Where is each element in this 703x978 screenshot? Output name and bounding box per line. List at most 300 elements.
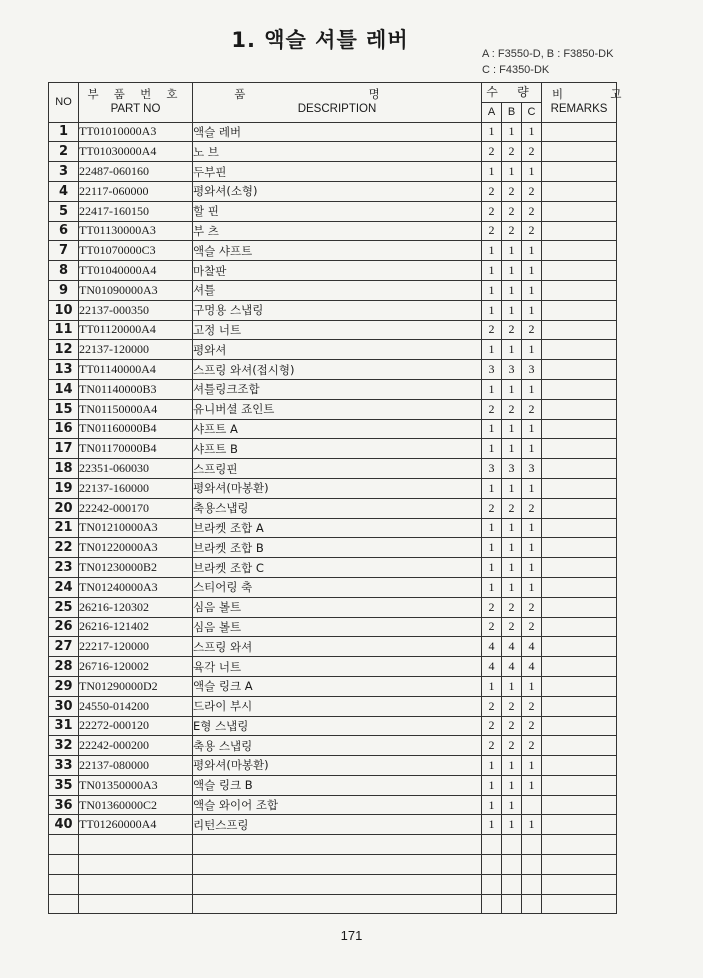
row-part-no: 22272-000120 [79, 716, 193, 736]
row-qty-a: 2 [482, 736, 502, 756]
row-no: 10 [49, 300, 79, 320]
row-remarks [542, 676, 617, 696]
row-qty-c: 1 [522, 379, 542, 399]
row-no: 29 [49, 676, 79, 696]
row-description: 액슬 와이어 조합 [193, 795, 482, 815]
row-qty-b: 1 [502, 300, 522, 320]
row-description: 스프링 와셔 [193, 637, 482, 657]
header-description [193, 83, 482, 123]
header-qty-b: B [502, 102, 522, 122]
parts-rows [49, 122, 617, 914]
row-no: 20 [49, 498, 79, 518]
row-description: 드라이 부시 [193, 696, 482, 716]
row-qty-b: 2 [502, 617, 522, 637]
row-qty-c [522, 874, 542, 894]
row-part-no: TT01120000A4 [79, 320, 193, 340]
row-qty-a: 2 [482, 201, 502, 221]
table-row [49, 894, 617, 914]
row-qty-a: 1 [482, 340, 502, 360]
row-qty-b [502, 874, 522, 894]
row-no [49, 874, 79, 894]
header-remarks [542, 83, 644, 123]
row-qty-c: 1 [522, 775, 542, 795]
row-part-no: 22137-080000 [79, 756, 193, 776]
row-description: 평와셔 [193, 340, 482, 360]
row-remarks [542, 419, 617, 439]
row-remarks [542, 122, 617, 142]
row-qty-a: 2 [482, 617, 502, 637]
row-remarks [542, 736, 617, 756]
row-remarks [542, 162, 617, 182]
table-row [49, 518, 617, 538]
row-part-no: 22487-060160 [79, 162, 193, 182]
row-remarks [542, 340, 617, 360]
row-qty-b: 4 [502, 637, 522, 657]
row-part-no [79, 894, 193, 914]
row-qty-b: 1 [502, 676, 522, 696]
table-row [49, 241, 617, 261]
row-remarks [542, 637, 617, 657]
row-part-no: 22137-000350 [79, 300, 193, 320]
row-part-no: TN01090000A3 [79, 280, 193, 300]
row-qty-c: 1 [522, 419, 542, 439]
row-qty-b: 1 [502, 379, 522, 399]
row-qty-a: 2 [482, 320, 502, 340]
row-qty-a [482, 835, 502, 855]
parts-table [48, 82, 644, 914]
row-qty-c: 1 [522, 577, 542, 597]
row-part-no: 22351-060030 [79, 459, 193, 479]
row-qty-b: 1 [502, 518, 522, 538]
row-description: 할 핀 [193, 201, 482, 221]
row-qty-c: 1 [522, 340, 542, 360]
row-description: 셔틀링크조합 [193, 379, 482, 399]
row-qty-c: 1 [522, 439, 542, 459]
table-row [49, 399, 617, 419]
row-qty-c: 2 [522, 399, 542, 419]
row-part-no: TN01170000B4 [79, 439, 193, 459]
table-row [49, 300, 617, 320]
row-qty-c: 2 [522, 320, 542, 340]
table-row [49, 142, 617, 162]
table-row [49, 855, 617, 875]
row-part-no: 22137-120000 [79, 340, 193, 360]
row-qty-b [502, 855, 522, 875]
row-remarks [542, 478, 617, 498]
row-qty-c: 2 [522, 201, 542, 221]
row-qty-c: 1 [522, 261, 542, 281]
row-qty-b: 2 [502, 142, 522, 162]
row-remarks [542, 498, 617, 518]
row-part-no: TT01070000C3 [79, 241, 193, 261]
row-remarks [542, 360, 617, 380]
row-qty-b: 2 [502, 201, 522, 221]
row-qty-c: 2 [522, 716, 542, 736]
row-qty-a [482, 894, 502, 914]
header-part-no [79, 83, 193, 123]
row-qty-a: 1 [482, 280, 502, 300]
header-part-no-ko: 부 품 번 호 [87, 89, 184, 102]
row-part-no: TT01030000A4 [79, 142, 193, 162]
table-row [49, 122, 617, 142]
row-part-no: 22242-000200 [79, 736, 193, 756]
row-qty-c: 1 [522, 241, 542, 261]
header-quantity: 수 량 [482, 83, 542, 103]
row-no: 2 [49, 142, 79, 162]
row-qty-a: 1 [482, 756, 502, 776]
row-no [49, 855, 79, 875]
row-description: 유니버셜 죠인트 [193, 399, 482, 419]
row-description: 리턴스프링 [193, 815, 482, 835]
row-qty-b: 3 [502, 360, 522, 380]
row-description: 샤프트 B [193, 439, 482, 459]
row-description: 두부핀 [193, 162, 482, 182]
row-qty-c: 1 [522, 518, 542, 538]
row-remarks [542, 795, 617, 815]
row-description [193, 874, 482, 894]
row-part-no: 24550-014200 [79, 696, 193, 716]
row-qty-b: 1 [502, 340, 522, 360]
table-row [49, 558, 617, 578]
row-remarks [542, 439, 617, 459]
row-qty-b: 1 [502, 280, 522, 300]
row-description: 평와셔(소형) [193, 181, 482, 201]
row-no: 1 [49, 122, 79, 142]
row-remarks [542, 815, 617, 835]
row-no: 23 [49, 558, 79, 578]
row-qty-b: 1 [502, 241, 522, 261]
page-title: 1. 액슬 셔틀 레버 [231, 28, 409, 52]
row-no: 31 [49, 716, 79, 736]
row-qty-a: 1 [482, 558, 502, 578]
row-remarks [542, 874, 617, 894]
row-remarks [542, 657, 617, 677]
table-row [49, 657, 617, 677]
row-remarks [542, 241, 617, 261]
row-description: E형 스냅링 [193, 716, 482, 736]
row-part-no: 22217-120000 [79, 637, 193, 657]
row-qty-c: 2 [522, 142, 542, 162]
row-no: 35 [49, 775, 79, 795]
row-description [193, 855, 482, 875]
model-legend-line-1: A : F3550-D, B : F3850-DK [482, 48, 614, 60]
row-no: 7 [49, 241, 79, 261]
row-description: 평와셔(마봉환) [193, 478, 482, 498]
row-qty-a: 1 [482, 241, 502, 261]
row-qty-a: 2 [482, 399, 502, 419]
table-row [49, 597, 617, 617]
row-qty-b: 2 [502, 320, 522, 340]
row-part-no: TN01240000A3 [79, 577, 193, 597]
row-qty-c: 3 [522, 360, 542, 380]
row-no: 15 [49, 399, 79, 419]
row-qty-c: 1 [522, 280, 542, 300]
table-row [49, 181, 617, 201]
row-remarks [542, 399, 617, 419]
row-description: 브라켓 조합 B [193, 538, 482, 558]
row-remarks [542, 716, 617, 736]
row-qty-b: 1 [502, 577, 522, 597]
table-row [49, 340, 617, 360]
row-remarks [542, 775, 617, 795]
table-row [49, 360, 617, 380]
row-description: 심음 볼트 [193, 597, 482, 617]
row-no: 25 [49, 597, 79, 617]
row-qty-a: 1 [482, 775, 502, 795]
row-remarks [542, 181, 617, 201]
row-description: 셔틀 [193, 280, 482, 300]
row-no: 14 [49, 379, 79, 399]
row-no [49, 894, 79, 914]
row-qty-b [502, 894, 522, 914]
table-row [49, 696, 617, 716]
row-qty-b: 2 [502, 498, 522, 518]
row-no: 5 [49, 201, 79, 221]
row-qty-b: 2 [502, 181, 522, 201]
row-qty-a: 3 [482, 360, 502, 380]
row-qty-a: 1 [482, 478, 502, 498]
row-remarks [542, 617, 617, 637]
table-row [49, 676, 617, 696]
row-qty-c: 1 [522, 122, 542, 142]
row-remarks [542, 320, 617, 340]
row-no: 9 [49, 280, 79, 300]
row-qty-c: 1 [522, 676, 542, 696]
row-description: 브라켓 조합 A [193, 518, 482, 538]
header-qty-a: A [482, 102, 502, 122]
row-remarks [542, 221, 617, 241]
row-part-no: 26716-120002 [79, 657, 193, 677]
row-part-no [79, 835, 193, 855]
row-qty-a: 1 [482, 300, 502, 320]
row-qty-b: 1 [502, 122, 522, 142]
table-row [49, 716, 617, 736]
row-remarks [542, 558, 617, 578]
table-row [49, 538, 617, 558]
row-qty-b: 1 [502, 795, 522, 815]
table-row [49, 874, 617, 894]
row-qty-b: 1 [502, 439, 522, 459]
table-row [49, 459, 617, 479]
table-row [49, 478, 617, 498]
row-qty-b: 2 [502, 399, 522, 419]
row-no: 21 [49, 518, 79, 538]
row-description: 마찰판 [193, 261, 482, 281]
row-no: 27 [49, 637, 79, 657]
row-remarks [542, 280, 617, 300]
row-qty-c: 1 [522, 756, 542, 776]
row-no: 26 [49, 617, 79, 637]
row-no: 16 [49, 419, 79, 439]
table-row [49, 775, 617, 795]
row-qty-a: 4 [482, 637, 502, 657]
row-no: 3 [49, 162, 79, 182]
row-qty-c [522, 894, 542, 914]
row-description: 부 츠 [193, 221, 482, 241]
row-qty-a: 2 [482, 696, 502, 716]
row-description [193, 835, 482, 855]
header-remarks-en: REMARKS [550, 103, 608, 116]
row-description: 샤프트 A [193, 419, 482, 439]
row-no: 12 [49, 340, 79, 360]
row-qty-b: 1 [502, 558, 522, 578]
row-qty-b: 1 [502, 261, 522, 281]
row-qty-a: 1 [482, 122, 502, 142]
table-row [49, 162, 617, 182]
table-row [49, 221, 617, 241]
row-qty-b: 1 [502, 538, 522, 558]
row-no: 6 [49, 221, 79, 241]
row-qty-b: 1 [502, 162, 522, 182]
row-no: 36 [49, 795, 79, 815]
table-row [49, 617, 617, 637]
row-part-no: 22137-160000 [79, 478, 193, 498]
row-no: 24 [49, 577, 79, 597]
table-row [49, 795, 617, 815]
row-part-no: TN01350000A3 [79, 775, 193, 795]
row-qty-a: 2 [482, 597, 502, 617]
row-remarks [542, 459, 617, 479]
row-qty-c: 1 [522, 300, 542, 320]
row-qty-a: 1 [482, 379, 502, 399]
row-qty-b [502, 835, 522, 855]
row-description: 액슬 링크 A [193, 676, 482, 696]
table-row [49, 835, 617, 855]
row-qty-a: 1 [482, 815, 502, 835]
row-qty-b: 1 [502, 775, 522, 795]
table-row [49, 320, 617, 340]
row-remarks [542, 597, 617, 617]
row-description: 브라켓 조합 C [193, 558, 482, 578]
row-qty-c [522, 835, 542, 855]
row-description: 노 브 [193, 142, 482, 162]
row-part-no: 22417-160150 [79, 201, 193, 221]
row-qty-a: 1 [482, 676, 502, 696]
row-part-no: 22242-000170 [79, 498, 193, 518]
row-qty-c: 3 [522, 459, 542, 479]
row-part-no: TN01230000B2 [79, 558, 193, 578]
row-remarks [542, 538, 617, 558]
row-qty-c: 2 [522, 736, 542, 756]
row-no: 4 [49, 181, 79, 201]
row-qty-b: 2 [502, 716, 522, 736]
header-description-en: DESCRIPTION [297, 103, 377, 116]
row-qty-a: 2 [482, 221, 502, 241]
row-qty-b: 2 [502, 221, 522, 241]
row-description: 축용 스냅링 [193, 736, 482, 756]
row-remarks [542, 142, 617, 162]
row-qty-b: 3 [502, 459, 522, 479]
row-qty-a: 1 [482, 162, 502, 182]
row-no: 40 [49, 815, 79, 835]
row-part-no: TN01150000A4 [79, 399, 193, 419]
row-qty-b: 1 [502, 419, 522, 439]
row-description: 스프링핀 [193, 459, 482, 479]
row-qty-c: 2 [522, 221, 542, 241]
row-qty-b: 4 [502, 657, 522, 677]
row-qty-c: 1 [522, 815, 542, 835]
row-remarks [542, 756, 617, 776]
table-row [49, 379, 617, 399]
row-qty-c [522, 795, 542, 815]
row-part-no [79, 855, 193, 875]
row-qty-a: 2 [482, 142, 502, 162]
row-no: 32 [49, 736, 79, 756]
row-qty-a [482, 855, 502, 875]
row-description: 스티어링 축 [193, 577, 482, 597]
row-description: 평와셔(마봉환) [193, 756, 482, 776]
row-part-no: TT01040000A4 [79, 261, 193, 281]
row-qty-c: 1 [522, 558, 542, 578]
row-qty-b: 1 [502, 756, 522, 776]
row-qty-c: 2 [522, 181, 542, 201]
row-remarks [542, 300, 617, 320]
model-legend [482, 46, 613, 78]
table-row [49, 439, 617, 459]
header-qty-c: C [522, 102, 542, 122]
table-row [49, 736, 617, 756]
row-part-no: TT01260000A4 [79, 815, 193, 835]
row-qty-a: 1 [482, 577, 502, 597]
row-qty-a: 1 [482, 419, 502, 439]
row-no: 19 [49, 478, 79, 498]
row-qty-c: 2 [522, 498, 542, 518]
row-qty-c: 4 [522, 637, 542, 657]
row-no: 18 [49, 459, 79, 479]
row-part-no: TN01290000D2 [79, 676, 193, 696]
row-qty-a: 1 [482, 795, 502, 815]
row-part-no: TN01210000A3 [79, 518, 193, 538]
row-remarks [542, 835, 617, 855]
row-qty-b: 2 [502, 736, 522, 756]
table-row [49, 637, 617, 657]
table-row [49, 498, 617, 518]
row-qty-b: 1 [502, 815, 522, 835]
row-qty-c: 1 [522, 162, 542, 182]
row-no: 22 [49, 538, 79, 558]
table-row [49, 815, 617, 835]
table-row [49, 577, 617, 597]
row-qty-a: 3 [482, 459, 502, 479]
table-row [49, 756, 617, 776]
row-part-no: 26216-121402 [79, 617, 193, 637]
row-part-no: 26216-120302 [79, 597, 193, 617]
header-remarks-ko: 비 고 [552, 89, 644, 102]
row-no: 8 [49, 261, 79, 281]
row-qty-b: 2 [502, 696, 522, 716]
row-part-no: TN01140000B3 [79, 379, 193, 399]
row-remarks [542, 696, 617, 716]
row-qty-b: 2 [502, 597, 522, 617]
table-row [49, 419, 617, 439]
row-remarks [542, 855, 617, 875]
table-row [49, 261, 617, 281]
row-part-no: TT01130000A3 [79, 221, 193, 241]
row-qty-a: 1 [482, 538, 502, 558]
row-qty-c: 2 [522, 617, 542, 637]
row-description: 심음 볼트 [193, 617, 482, 637]
row-qty-a [482, 874, 502, 894]
row-no: 28 [49, 657, 79, 677]
page-number: 171 [340, 928, 363, 943]
row-qty-a: 2 [482, 716, 502, 736]
row-remarks [542, 379, 617, 399]
row-description: 액슬 레버 [193, 122, 482, 142]
table-row [49, 280, 617, 300]
row-no [49, 835, 79, 855]
row-remarks [542, 201, 617, 221]
row-qty-c [522, 855, 542, 875]
